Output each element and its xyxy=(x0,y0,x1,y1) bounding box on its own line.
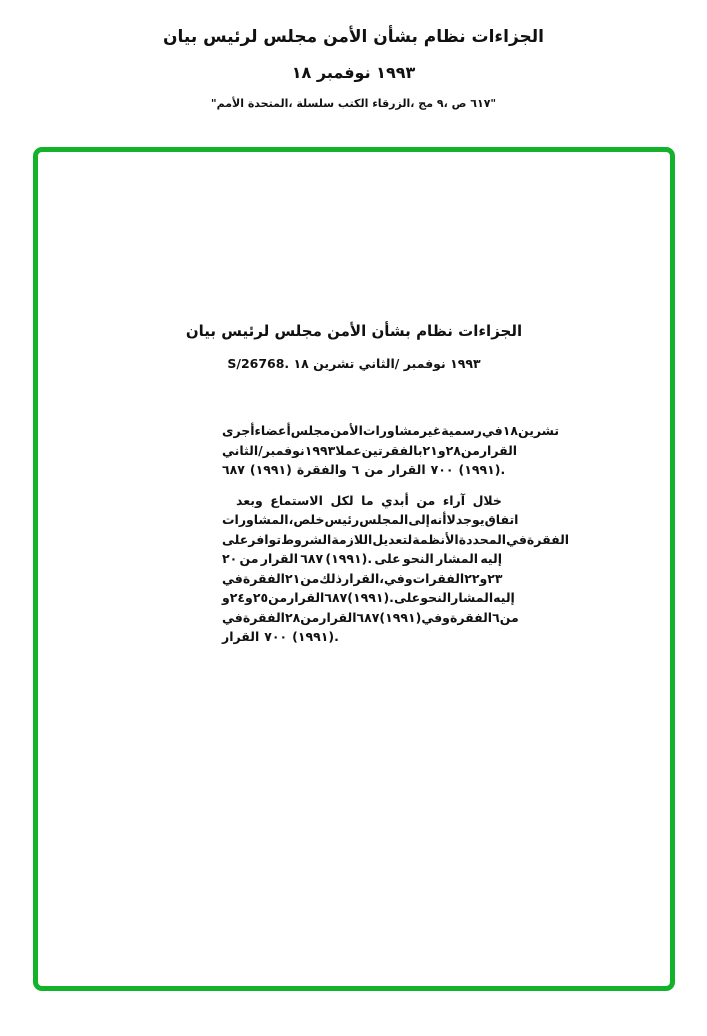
word: القرار xyxy=(222,629,260,644)
word: مجلس xyxy=(290,423,331,438)
word: S/26768. xyxy=(227,356,290,371)
word: ٩، xyxy=(436,97,448,110)
word: ٢١ xyxy=(284,570,301,586)
word: تشرين xyxy=(517,423,560,438)
word: الشروط xyxy=(281,531,332,547)
word: وفي xyxy=(383,570,413,586)
word: بشأن xyxy=(371,322,411,340)
document-frame xyxy=(33,147,675,991)
word: لكل xyxy=(330,492,354,508)
word: الجزاءات xyxy=(458,322,523,340)
word: الفقرة xyxy=(449,609,493,625)
word: أنه xyxy=(429,512,447,527)
word: الأمن xyxy=(327,322,367,340)
word: ٧٠٠ xyxy=(264,629,288,644)
word: ١٩٩٣ xyxy=(376,63,416,82)
word: ص xyxy=(451,97,467,110)
word: ٢٣ xyxy=(487,570,503,586)
word: ٢٢ xyxy=(464,570,480,586)
body-line xyxy=(222,493,502,513)
page-header-source-citation xyxy=(0,97,707,110)
word: و xyxy=(245,590,253,605)
word: القرار، xyxy=(342,570,384,586)
word: تشرين xyxy=(313,356,355,371)
word: القرار xyxy=(388,462,426,477)
word: الفقرة xyxy=(526,531,570,547)
word: "الأمم xyxy=(210,97,244,110)
word: المجلس xyxy=(359,512,409,527)
document-body xyxy=(222,423,570,649)
word: ٦٨٧ xyxy=(300,551,324,566)
document-title xyxy=(38,322,670,340)
word: الاستماع xyxy=(270,492,323,508)
word: من xyxy=(460,442,480,458)
body-line xyxy=(222,442,518,463)
body-line xyxy=(222,551,502,571)
word: من xyxy=(300,570,320,586)
word: اتفاق xyxy=(484,512,519,527)
word: بالفقرتين xyxy=(361,442,423,458)
word: الثاني/ xyxy=(358,356,400,371)
word: الأمن xyxy=(330,423,363,438)
word: ٢٤ xyxy=(229,590,246,605)
word: من xyxy=(300,609,320,625)
word: ٢٨ xyxy=(445,442,461,458)
word: و xyxy=(479,570,488,586)
word: رسمية xyxy=(441,423,482,438)
word: مجلس xyxy=(274,322,322,340)
word: ٦٨٧ xyxy=(356,609,380,625)
word: مج xyxy=(418,97,434,110)
word: ٢٠ xyxy=(222,551,238,566)
word: سلسلة xyxy=(296,97,335,110)
word: ٦٨٧ xyxy=(222,462,245,477)
body-line xyxy=(222,629,502,649)
word: الكتب xyxy=(337,97,369,110)
word: ٢٥ xyxy=(252,590,269,605)
word: ١٩٩٣ xyxy=(450,356,481,371)
word: رئيس xyxy=(324,512,360,527)
word: المشار xyxy=(436,551,479,566)
body-line xyxy=(222,609,519,630)
word: في xyxy=(506,531,527,547)
word: على xyxy=(374,551,401,566)
word: من xyxy=(268,590,288,605)
word: نظام xyxy=(423,27,466,47)
word: ٦٨٧ xyxy=(324,590,348,605)
word: نوفمبر xyxy=(262,442,305,458)
word: توافر xyxy=(248,531,282,547)
word: لرئيس xyxy=(221,322,270,340)
word: ٢١ xyxy=(422,442,438,458)
word: وبعد xyxy=(236,492,263,508)
word: إلى xyxy=(408,512,430,527)
word: نظام xyxy=(416,322,453,340)
word: الأمن xyxy=(323,27,368,47)
word: عملا xyxy=(335,442,362,458)
word: (١٩٩١) xyxy=(379,609,422,625)
word: نوفمبر xyxy=(316,63,371,82)
word: وفي xyxy=(421,609,450,625)
word: في xyxy=(481,423,503,438)
word: ١٩٩٣ xyxy=(304,442,336,458)
word: نوفمبر xyxy=(403,356,446,371)
word: غير xyxy=(419,423,442,438)
word: (١٩٩١). xyxy=(458,462,506,477)
word: خلال xyxy=(472,492,502,508)
word: على xyxy=(222,531,249,547)
word: القرار xyxy=(319,609,357,625)
word: في xyxy=(222,570,243,586)
word: من xyxy=(499,609,519,625)
word: الزرقاء، xyxy=(372,97,415,110)
word: القرار xyxy=(287,590,325,605)
word: إليه xyxy=(480,551,502,566)
document-symbol-and-date xyxy=(38,356,670,371)
body-line xyxy=(222,423,560,443)
word: المشاورات، xyxy=(222,512,294,527)
body-line xyxy=(222,512,519,532)
word: أعضاء xyxy=(254,423,291,438)
word: القرار xyxy=(260,551,298,566)
word: المتحدة، xyxy=(247,97,293,110)
page-header-title xyxy=(0,27,707,47)
word: ما xyxy=(361,492,374,508)
word: من xyxy=(364,462,384,477)
word: اللازمة xyxy=(331,531,373,547)
word: (١٩٩١). xyxy=(325,551,373,566)
word: ٧٠٠ xyxy=(430,462,454,477)
paragraph xyxy=(222,492,570,649)
word: (١٩٩١). xyxy=(292,629,339,644)
word: ٢٨ xyxy=(284,609,301,625)
word: على xyxy=(393,590,421,605)
word: بيان xyxy=(163,27,198,47)
word: خلص xyxy=(293,512,325,527)
word: من xyxy=(239,551,259,566)
word: مشاورات xyxy=(362,423,420,438)
word: القرار xyxy=(479,442,518,458)
word: الفقرات xyxy=(412,570,465,586)
word: لرئيس xyxy=(203,27,258,47)
word: المحددة xyxy=(458,531,507,547)
word: يوجد xyxy=(455,512,485,527)
word: النحو xyxy=(402,551,434,566)
word: ١٨ xyxy=(502,423,518,438)
word: مجلس xyxy=(263,27,318,47)
body-line xyxy=(222,462,506,482)
word: الثاني/ xyxy=(222,442,263,458)
word: (١٩٩١). xyxy=(347,590,394,605)
word: بيان xyxy=(185,322,217,340)
word: أبدي xyxy=(381,492,409,508)
body-line xyxy=(222,531,570,552)
word: و xyxy=(222,590,230,605)
word: النحو xyxy=(420,590,452,605)
body-line xyxy=(222,571,502,591)
word: لا xyxy=(446,512,456,527)
word: في xyxy=(222,609,243,625)
page-header-date xyxy=(0,63,707,82)
word: الفقرة xyxy=(242,570,285,586)
word: الأنظمة xyxy=(412,531,459,547)
word: لتعديل xyxy=(372,531,413,547)
word: إليه xyxy=(493,590,515,605)
word: ١٨ xyxy=(291,63,312,82)
word: ٦١٧" xyxy=(470,97,497,110)
word: المشار xyxy=(451,590,494,605)
word: بشأن xyxy=(373,27,418,47)
word: ١٨ xyxy=(293,356,309,371)
word: من xyxy=(416,492,436,508)
word: آراء xyxy=(442,492,466,508)
word: الفقرة xyxy=(242,609,285,625)
word: ذلك xyxy=(319,570,342,586)
word: أجرى xyxy=(222,423,255,438)
word: (١٩٩١) xyxy=(249,462,292,477)
word: الجزاءات xyxy=(471,27,544,47)
paragraph xyxy=(222,423,560,482)
word: و xyxy=(437,442,446,458)
word: والفقرة xyxy=(296,462,347,477)
word: ٦ xyxy=(351,462,360,477)
body-line xyxy=(222,590,515,610)
word: ٦ xyxy=(492,609,500,625)
